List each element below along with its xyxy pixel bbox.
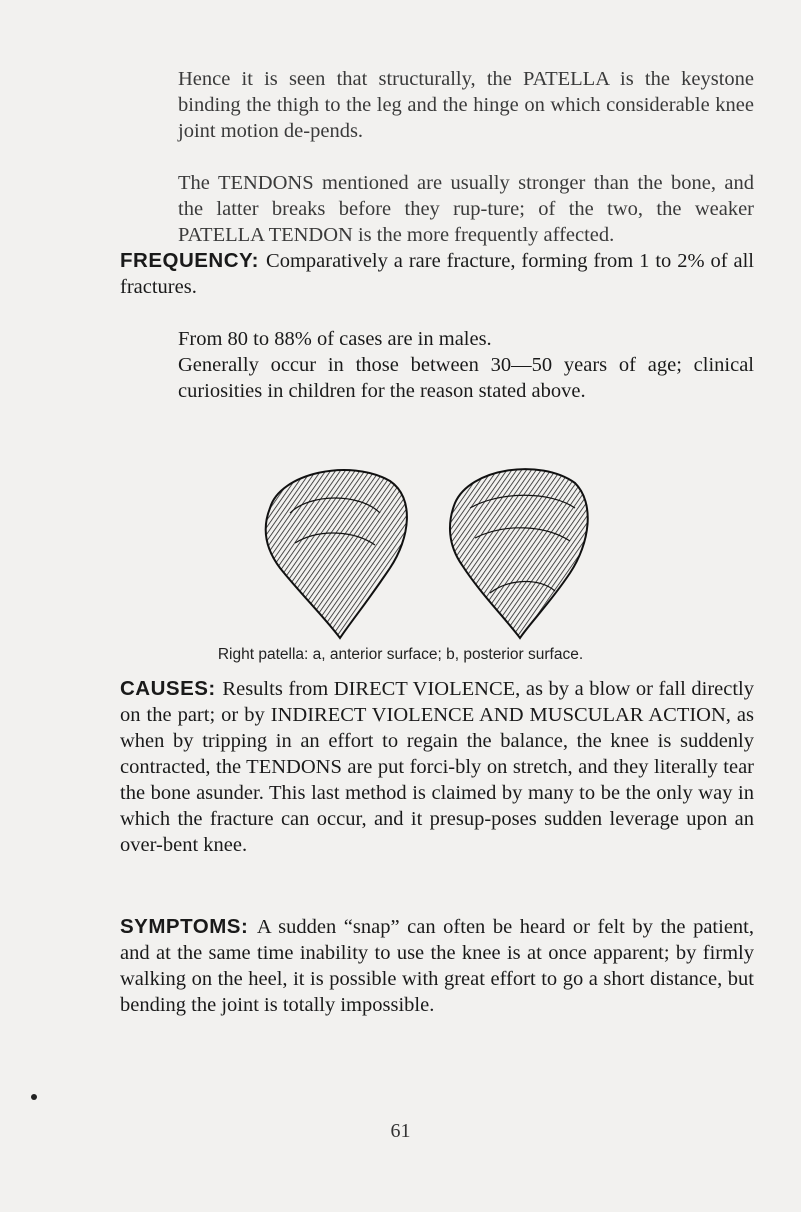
symptoms-heading: SYMPTOMS:: [120, 915, 257, 938]
frequency-paragraph-2: From 80 to 88% of cases are in males.: [178, 328, 492, 350]
patella-illustration: [240, 453, 620, 643]
intro-paragraph-1: Hence it is seen that structurally, the PATELLA is the keystone binding the thigh to the leg and the hinge on which considerable knee joint motion de-pends.: [178, 68, 754, 142]
margin-mark: [31, 1094, 37, 1100]
frequency-paragraph-1: Comparatively a rare fracture, forming from 1 to 2% of all fractures.: [120, 250, 755, 298]
symptoms-section: [120, 914, 754, 1018]
intro-paragraph-2: The TENDONS mentioned are usually stronger than the bone, and the latter breaks before they rup-ture; of the two, the weaker PATELLA TENDON is the more frequently affected.: [178, 172, 754, 246]
frequency-paragraph-3: Generally occur in those between 30—50 years of age; clinical curiosities in children for the reason stated above.: [178, 354, 754, 402]
symptoms-paragraph: A sudden “snap” can often be heard or felt by the patient, and at the same time inability to use the knee is at once apparent; by firmly walking on the heel, it is possible with great effort to go a short distance, but bending the joint is totally impossible.: [120, 916, 754, 1016]
figure-caption: Right patella: a, anterior surface; b, posterior surface.: [217, 646, 584, 663]
anterior-surface-figure: [266, 470, 407, 638]
posterior-surface-figure: [450, 469, 588, 638]
causes-heading: CAUSES:: [120, 677, 223, 700]
frequency-heading: FREQUENCY:: [120, 249, 267, 272]
frequency-section: [120, 248, 754, 300]
page-number: 61: [390, 1120, 411, 1142]
causes-paragraph: Results from DIRECT VIOLENCE, as by a blow or fall directly on the part; or by INDIRECT VIOLENCE AND MUSCULAR ACTION, as when by tripping in an effort to regain the balance, the knee is suddenly contracted, the TENDONS are put forci-bly on stretch, and they literally tear the bone asunder. This last method is claimed by many to be the only way in which the fracture can occur, and it presup-poses sudden leverage upon an over-bent knee.: [120, 678, 754, 856]
causes-section: [120, 676, 754, 858]
